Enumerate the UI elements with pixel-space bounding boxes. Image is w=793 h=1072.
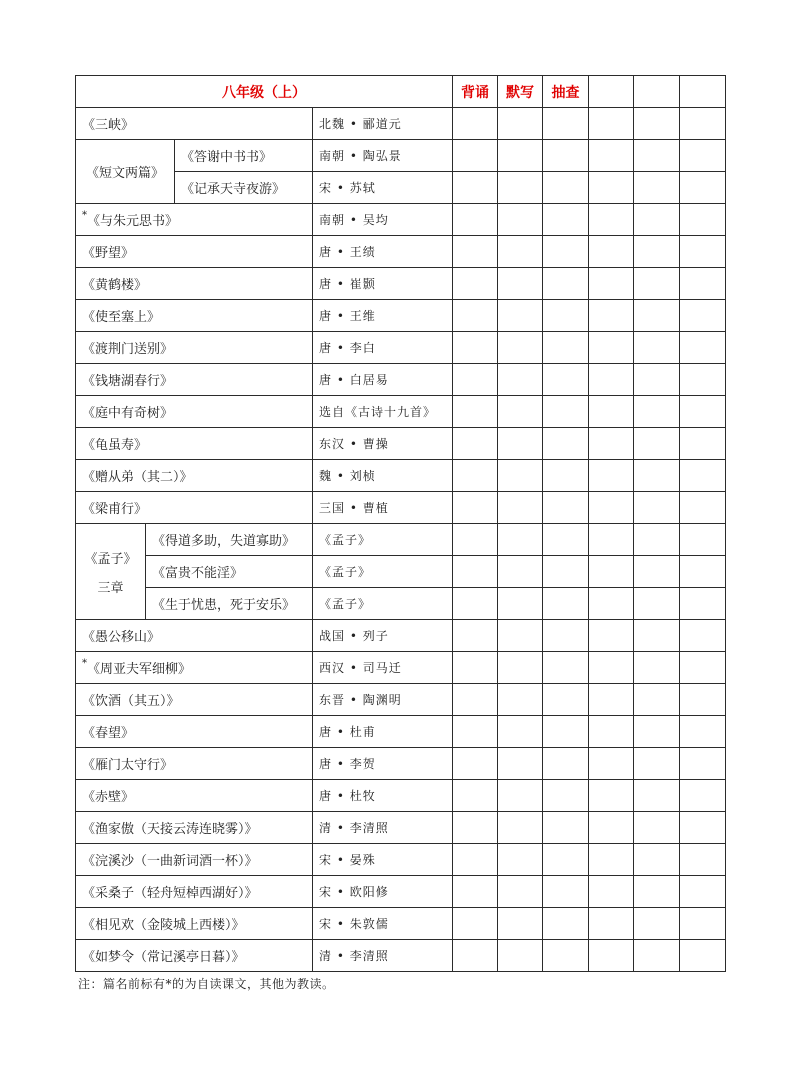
check-cell bbox=[498, 460, 543, 492]
author-cell: 三国 • 曹植 bbox=[313, 492, 453, 524]
author-cell: 唐 • 李贺 bbox=[313, 748, 453, 780]
check-cell bbox=[453, 748, 498, 780]
table-row bbox=[76, 300, 726, 332]
check-cell bbox=[680, 556, 726, 588]
check-cell bbox=[498, 332, 543, 364]
check-cell bbox=[680, 748, 726, 780]
check-cell bbox=[498, 108, 543, 140]
text-title bbox=[76, 844, 313, 876]
text-title-label: 《浣溪沙（一曲新词酒一杯）》 bbox=[82, 854, 258, 869]
check-cell bbox=[453, 556, 498, 588]
author-cell: 清 • 李清照 bbox=[313, 812, 453, 844]
check-cell bbox=[680, 940, 726, 972]
check-cell bbox=[453, 780, 498, 812]
text-title bbox=[76, 940, 313, 972]
text-title bbox=[76, 684, 313, 716]
author-cell: 东汉 • 曹操 bbox=[313, 428, 453, 460]
check-cell bbox=[680, 108, 726, 140]
check-cell bbox=[543, 588, 589, 620]
check-cell bbox=[498, 268, 543, 300]
author-cell: 西汉 • 司马迁 bbox=[313, 652, 453, 684]
check-cell bbox=[680, 364, 726, 396]
check-cell bbox=[498, 620, 543, 652]
author-cell: 宋 • 欧阳修 bbox=[313, 876, 453, 908]
check-cell bbox=[634, 268, 680, 300]
check-cell bbox=[498, 300, 543, 332]
check-cell bbox=[453, 684, 498, 716]
text-title-label: 《三峡》 bbox=[82, 118, 135, 133]
check-cell bbox=[453, 172, 498, 204]
check-cell bbox=[680, 684, 726, 716]
check-cell bbox=[453, 396, 498, 428]
check-cell bbox=[453, 140, 498, 172]
text-title-label: 《赠从弟（其二）》 bbox=[82, 470, 193, 485]
text-title bbox=[76, 492, 313, 524]
text-title bbox=[76, 396, 313, 428]
table-body bbox=[76, 76, 726, 972]
text-title-label: 《雁门太守行》 bbox=[82, 758, 174, 773]
text-title-label: 《饮酒（其五）》 bbox=[82, 694, 180, 709]
group-title-line: 《孟子》 bbox=[84, 551, 137, 567]
table-row bbox=[76, 940, 726, 972]
check-cell bbox=[680, 844, 726, 876]
check-cell bbox=[543, 236, 589, 268]
check-cell bbox=[453, 844, 498, 876]
check-cell bbox=[680, 268, 726, 300]
check-cell bbox=[589, 172, 634, 204]
check-cell bbox=[543, 684, 589, 716]
text-title-label: 《春望》 bbox=[82, 726, 135, 741]
check-cell bbox=[498, 236, 543, 268]
dictation-column-header: 默写 bbox=[498, 76, 543, 108]
check-cell bbox=[543, 524, 589, 556]
check-cell bbox=[589, 716, 634, 748]
check-cell bbox=[634, 524, 680, 556]
check-cell bbox=[589, 652, 634, 684]
text-title-label: 《周亚夫军细柳》 bbox=[87, 662, 192, 677]
check-cell bbox=[498, 652, 543, 684]
check-cell bbox=[589, 268, 634, 300]
check-cell bbox=[498, 524, 543, 556]
check-cell bbox=[589, 140, 634, 172]
check-cell bbox=[634, 844, 680, 876]
check-cell bbox=[634, 460, 680, 492]
check-cell bbox=[589, 940, 634, 972]
check-cell bbox=[543, 364, 589, 396]
check-cell bbox=[680, 332, 726, 364]
check-cell bbox=[589, 780, 634, 812]
text-title bbox=[76, 652, 313, 684]
author-cell: 《孟子》 bbox=[313, 524, 453, 556]
text-title: 《生于忧患，死于安乐》 bbox=[146, 588, 313, 620]
check-cell bbox=[543, 556, 589, 588]
text-title bbox=[76, 236, 313, 268]
check-cell bbox=[498, 844, 543, 876]
check-cell bbox=[680, 140, 726, 172]
text-title-label: 《采桑子（轻舟短棹西湖好）》 bbox=[82, 886, 258, 901]
check-cell bbox=[453, 940, 498, 972]
table-row bbox=[76, 620, 726, 652]
text-title bbox=[76, 300, 313, 332]
table-row bbox=[76, 524, 726, 556]
table-row bbox=[76, 204, 726, 236]
check-cell bbox=[634, 428, 680, 460]
spot-check-column-header: 抽查 bbox=[543, 76, 589, 108]
author-cell: 唐 • 杜甫 bbox=[313, 716, 453, 748]
check-cell bbox=[543, 748, 589, 780]
author-cell: 唐 • 崔颢 bbox=[313, 268, 453, 300]
author-cell: 宋 • 苏轼 bbox=[313, 172, 453, 204]
check-cell bbox=[453, 332, 498, 364]
check-cell bbox=[543, 428, 589, 460]
check-cell bbox=[589, 396, 634, 428]
check-cell bbox=[680, 428, 726, 460]
check-cell bbox=[453, 268, 498, 300]
check-cell bbox=[543, 780, 589, 812]
author-cell: 唐 • 王维 bbox=[313, 300, 453, 332]
check-cell bbox=[634, 300, 680, 332]
author-cell: 《孟子》 bbox=[313, 588, 453, 620]
text-title: 《答谢中书书》 bbox=[175, 140, 313, 172]
table-row bbox=[76, 492, 726, 524]
table-row bbox=[76, 556, 726, 588]
table-row bbox=[76, 428, 726, 460]
author-cell: 唐 • 李白 bbox=[313, 332, 453, 364]
check-cell bbox=[453, 428, 498, 460]
header-row bbox=[76, 76, 726, 108]
text-title bbox=[76, 716, 313, 748]
table-row bbox=[76, 460, 726, 492]
text-title bbox=[76, 268, 313, 300]
check-cell bbox=[589, 76, 634, 108]
check-cell bbox=[543, 172, 589, 204]
group-title: 《短文两篇》 bbox=[76, 140, 175, 204]
check-cell bbox=[589, 588, 634, 620]
author-cell: 宋 • 晏殊 bbox=[313, 844, 453, 876]
check-cell bbox=[680, 204, 726, 236]
check-cell bbox=[498, 716, 543, 748]
check-cell bbox=[589, 812, 634, 844]
table-row bbox=[76, 812, 726, 844]
text-title bbox=[76, 428, 313, 460]
check-cell bbox=[589, 460, 634, 492]
check-cell bbox=[634, 876, 680, 908]
group-title-line: 三章 bbox=[97, 580, 124, 596]
author-cell: 唐 • 白居易 bbox=[313, 364, 453, 396]
check-cell bbox=[498, 364, 543, 396]
text-title-label: 《渡荆门送别》 bbox=[82, 342, 174, 357]
check-cell bbox=[589, 876, 634, 908]
check-cell bbox=[543, 204, 589, 236]
check-cell bbox=[634, 716, 680, 748]
check-cell bbox=[680, 908, 726, 940]
text-title bbox=[76, 812, 313, 844]
check-cell bbox=[543, 332, 589, 364]
check-cell bbox=[589, 332, 634, 364]
check-cell bbox=[543, 908, 589, 940]
text-title: 《得道多助，失道寡助》 bbox=[146, 524, 313, 556]
author-cell: 东晋 • 陶渊明 bbox=[313, 684, 453, 716]
author-cell: 选自《古诗十九首》 bbox=[313, 396, 453, 428]
check-cell bbox=[453, 588, 498, 620]
recitation-checklist-table bbox=[75, 75, 726, 972]
check-cell bbox=[680, 876, 726, 908]
check-cell bbox=[543, 300, 589, 332]
table-row bbox=[76, 716, 726, 748]
text-title-label: 《愚公移山》 bbox=[82, 630, 161, 645]
check-cell bbox=[680, 236, 726, 268]
text-title bbox=[76, 332, 313, 364]
check-cell bbox=[589, 108, 634, 140]
check-cell bbox=[634, 748, 680, 780]
text-title-label: 《相见欢（金陵城上西楼）》 bbox=[82, 918, 245, 933]
check-cell bbox=[453, 364, 498, 396]
check-cell bbox=[453, 812, 498, 844]
check-cell bbox=[634, 620, 680, 652]
check-cell bbox=[453, 620, 498, 652]
table-row bbox=[76, 396, 726, 428]
check-cell bbox=[680, 620, 726, 652]
table-row bbox=[76, 236, 726, 268]
check-cell bbox=[543, 492, 589, 524]
check-cell bbox=[634, 684, 680, 716]
check-cell bbox=[589, 364, 634, 396]
check-cell bbox=[634, 588, 680, 620]
check-cell bbox=[453, 652, 498, 684]
check-cell bbox=[453, 236, 498, 268]
text-title-label: 《赤壁》 bbox=[82, 790, 135, 805]
check-cell bbox=[543, 620, 589, 652]
text-title-label: 《梁甫行》 bbox=[82, 502, 148, 517]
check-cell bbox=[589, 428, 634, 460]
table-row bbox=[76, 876, 726, 908]
check-cell bbox=[453, 492, 498, 524]
author-cell: 宋 • 朱敦儒 bbox=[313, 908, 453, 940]
check-cell bbox=[543, 716, 589, 748]
check-cell bbox=[453, 716, 498, 748]
check-cell bbox=[453, 108, 498, 140]
table-row bbox=[76, 844, 726, 876]
check-cell bbox=[680, 716, 726, 748]
check-cell bbox=[634, 780, 680, 812]
author-cell: 战国 • 列子 bbox=[313, 620, 453, 652]
author-cell: 《孟子》 bbox=[313, 556, 453, 588]
check-cell bbox=[453, 300, 498, 332]
check-cell bbox=[634, 236, 680, 268]
text-title-label: 《龟虽寿》 bbox=[82, 438, 148, 453]
self-study-marker: * bbox=[82, 658, 87, 669]
check-cell bbox=[498, 876, 543, 908]
check-cell bbox=[634, 940, 680, 972]
grade-heading: 八年级（上） bbox=[76, 76, 453, 108]
text-title bbox=[76, 620, 313, 652]
table-row bbox=[76, 652, 726, 684]
check-cell bbox=[543, 876, 589, 908]
self-study-marker: * bbox=[82, 210, 87, 221]
text-title-label: 《如梦令（常记溪亭日暮）》 bbox=[82, 950, 245, 965]
check-cell bbox=[543, 140, 589, 172]
check-cell bbox=[543, 652, 589, 684]
check-cell bbox=[498, 492, 543, 524]
text-title-label: 《黄鹤楼》 bbox=[82, 278, 148, 293]
table-row bbox=[76, 332, 726, 364]
check-cell bbox=[498, 812, 543, 844]
check-cell bbox=[589, 204, 634, 236]
text-title bbox=[76, 108, 313, 140]
author-cell: 北魏 • 郦道元 bbox=[313, 108, 453, 140]
check-cell bbox=[634, 556, 680, 588]
check-cell bbox=[543, 940, 589, 972]
check-cell bbox=[498, 748, 543, 780]
author-cell: 魏 • 刘桢 bbox=[313, 460, 453, 492]
check-cell bbox=[634, 204, 680, 236]
table-row bbox=[76, 748, 726, 780]
check-cell bbox=[680, 460, 726, 492]
check-cell bbox=[680, 172, 726, 204]
text-title bbox=[76, 364, 313, 396]
check-cell bbox=[589, 748, 634, 780]
table-row bbox=[76, 780, 726, 812]
check-cell bbox=[498, 396, 543, 428]
text-title bbox=[76, 876, 313, 908]
check-cell bbox=[498, 172, 543, 204]
text-title-label: 《钱塘湖春行》 bbox=[82, 374, 174, 389]
check-cell bbox=[498, 940, 543, 972]
text-title-label: 《使至塞上》 bbox=[82, 310, 161, 325]
check-cell bbox=[680, 780, 726, 812]
check-cell bbox=[498, 588, 543, 620]
text-title bbox=[76, 908, 313, 940]
table-row bbox=[76, 140, 726, 172]
table-row bbox=[76, 684, 726, 716]
check-cell bbox=[543, 844, 589, 876]
text-title bbox=[76, 748, 313, 780]
text-title-label: 《与朱元思书》 bbox=[87, 214, 179, 229]
check-cell bbox=[453, 908, 498, 940]
table-row bbox=[76, 364, 726, 396]
recite-column-header: 背诵 bbox=[453, 76, 498, 108]
group-title bbox=[76, 524, 146, 620]
footnote: 注：篇名前标有*的为自读课文，其他为教读。 bbox=[78, 977, 335, 991]
check-cell bbox=[634, 652, 680, 684]
check-cell bbox=[589, 908, 634, 940]
check-cell bbox=[589, 492, 634, 524]
text-title-label: 《庭中有奇树》 bbox=[82, 406, 174, 421]
text-title bbox=[76, 460, 313, 492]
check-cell bbox=[589, 524, 634, 556]
author-cell: 南朝 • 吴均 bbox=[313, 204, 453, 236]
check-cell bbox=[453, 876, 498, 908]
check-cell bbox=[589, 684, 634, 716]
check-cell bbox=[589, 556, 634, 588]
check-cell bbox=[680, 652, 726, 684]
check-cell bbox=[634, 812, 680, 844]
check-cell bbox=[634, 140, 680, 172]
check-cell bbox=[589, 844, 634, 876]
author-cell: 唐 • 杜牧 bbox=[313, 780, 453, 812]
text-title bbox=[76, 780, 313, 812]
check-cell bbox=[634, 172, 680, 204]
check-cell bbox=[589, 300, 634, 332]
check-cell bbox=[680, 588, 726, 620]
check-cell bbox=[589, 236, 634, 268]
author-cell: 南朝 • 陶弘景 bbox=[313, 140, 453, 172]
check-cell bbox=[453, 524, 498, 556]
check-cell bbox=[498, 780, 543, 812]
check-cell bbox=[680, 492, 726, 524]
check-cell bbox=[543, 812, 589, 844]
table-row bbox=[76, 908, 726, 940]
check-cell bbox=[680, 396, 726, 428]
author-cell: 唐 • 王绩 bbox=[313, 236, 453, 268]
table-row bbox=[76, 108, 726, 140]
table-row bbox=[76, 588, 726, 620]
check-cell bbox=[498, 428, 543, 460]
text-title: 《记承天寺夜游》 bbox=[175, 172, 313, 204]
check-cell bbox=[453, 204, 498, 236]
check-cell bbox=[498, 556, 543, 588]
check-cell bbox=[543, 268, 589, 300]
check-cell bbox=[543, 396, 589, 428]
check-cell bbox=[498, 204, 543, 236]
check-cell bbox=[680, 300, 726, 332]
check-cell bbox=[680, 812, 726, 844]
check-cell bbox=[634, 908, 680, 940]
check-cell bbox=[634, 492, 680, 524]
check-cell bbox=[498, 140, 543, 172]
check-cell bbox=[634, 108, 680, 140]
text-title bbox=[76, 204, 313, 236]
text-title: 《富贵不能淫》 bbox=[146, 556, 313, 588]
check-cell bbox=[634, 396, 680, 428]
check-cell bbox=[680, 76, 726, 108]
table-row bbox=[76, 268, 726, 300]
author-cell: 清 • 李清照 bbox=[313, 940, 453, 972]
check-cell bbox=[543, 460, 589, 492]
check-cell bbox=[498, 908, 543, 940]
text-title-label: 《野望》 bbox=[82, 246, 135, 261]
check-cell bbox=[634, 332, 680, 364]
check-cell bbox=[634, 364, 680, 396]
check-cell bbox=[498, 684, 543, 716]
check-cell bbox=[453, 460, 498, 492]
check-cell bbox=[543, 108, 589, 140]
check-cell bbox=[634, 76, 680, 108]
check-cell bbox=[589, 620, 634, 652]
text-title-label: 《渔家傲（天接云涛连晓雾）》 bbox=[82, 822, 258, 837]
check-cell bbox=[680, 524, 726, 556]
